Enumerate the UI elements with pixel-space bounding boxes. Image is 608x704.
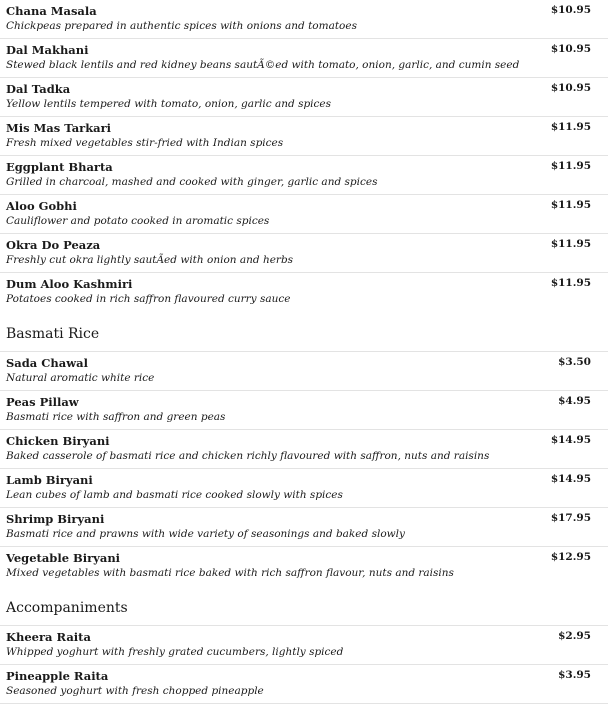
item-description: Seasoned yoghurt with fresh chopped pineapple xyxy=(6,685,264,697)
menu-item xyxy=(0,352,608,391)
item-description: Basmati rice and prawns with wide variety of seasonings and baked slowly xyxy=(6,528,405,540)
item-name: Pineapple Raita xyxy=(6,669,109,683)
menu-item xyxy=(0,156,608,195)
item-price: $3.95 xyxy=(558,669,591,681)
item-price: $17.95 xyxy=(550,512,591,524)
item-price: $14.95 xyxy=(550,473,591,485)
menu-item xyxy=(0,39,608,78)
item-description: Grilled in charcoal, mashed and cooked with ginger, garlic and spices xyxy=(6,176,378,188)
item-description: Baked casserole of basmati rice and chicken richly flavoured with saffron, nuts and raisins xyxy=(6,450,490,462)
item-description: Natural aromatic white rice xyxy=(6,372,155,384)
item-name: Sada Chawal xyxy=(6,356,88,370)
menu-item xyxy=(0,391,608,430)
menu-item xyxy=(0,626,608,665)
item-name: Eggplant Bharta xyxy=(6,160,113,174)
item-description: Whipped yoghurt with freshly grated cucumbers, lightly spiced xyxy=(6,646,344,658)
section-title: Accompaniments xyxy=(6,600,128,616)
item-name: Chicken Biryani xyxy=(6,434,110,448)
item-price: $2.95 xyxy=(558,630,591,642)
menu-item xyxy=(0,78,608,117)
menu-item xyxy=(0,117,608,156)
item-price: $11.95 xyxy=(550,121,591,133)
item-description: Yellow lentils tempered with tomato, onion, garlic and spices xyxy=(6,98,332,110)
item-name: Okra Do Peaza xyxy=(6,238,101,252)
item-name: Dal Tadka xyxy=(6,82,71,96)
item-description: Potatoes cooked in rich saffron flavoured curry sauce xyxy=(6,293,291,305)
section-header xyxy=(0,586,608,626)
item-description: Cauliflower and potato cooked in aromatic spices xyxy=(6,215,270,227)
menu-item xyxy=(0,547,608,586)
item-price: $12.95 xyxy=(550,551,591,563)
item-price: $11.95 xyxy=(550,238,591,250)
item-description: Mixed vegetables with basmati rice baked with rich saffron flavour, nuts and raisins xyxy=(6,567,454,579)
section-title: Basmati Rice xyxy=(6,326,100,342)
item-name: Lamb Biryani xyxy=(6,473,93,487)
item-name: Chana Masala xyxy=(6,4,97,18)
item-price: $14.95 xyxy=(550,434,591,446)
menu-item xyxy=(0,273,608,312)
item-price: $3.50 xyxy=(558,356,591,368)
item-price: $11.95 xyxy=(550,199,591,211)
menu-item xyxy=(0,430,608,469)
item-description: Fresh mixed vegetables stir-fried with Indian spices xyxy=(6,137,284,149)
item-description: Chickpeas prepared in authentic spices with onions and tomatoes xyxy=(6,20,357,32)
item-price: $10.95 xyxy=(550,4,591,16)
item-name: Mis Mas Tarkari xyxy=(6,121,112,135)
item-description: Lean cubes of lamb and basmati rice cooked slowly with spices xyxy=(6,489,343,501)
item-description: Basmati rice with saffron and green peas xyxy=(6,411,226,423)
item-name: Aloo Gobhi xyxy=(6,199,77,213)
item-price: $10.95 xyxy=(550,43,591,55)
item-name: Shrimp Biryani xyxy=(6,512,105,526)
menu-item xyxy=(0,508,608,547)
menu-item xyxy=(0,665,608,704)
menu-item xyxy=(0,195,608,234)
item-price: $10.95 xyxy=(550,82,591,94)
item-name: Dal Makhani xyxy=(6,43,89,57)
menu-item xyxy=(0,0,608,39)
item-name: Kheera Raita xyxy=(6,630,91,644)
item-name: Dum Aloo Kashmiri xyxy=(6,277,133,291)
menu-item xyxy=(0,234,608,273)
section-header xyxy=(0,312,608,352)
menu-item xyxy=(0,469,608,508)
item-name: Vegetable Biryani xyxy=(6,551,121,565)
item-price: $11.95 xyxy=(550,277,591,289)
item-price: $4.95 xyxy=(558,395,591,407)
item-price: $11.95 xyxy=(550,160,591,172)
item-description: Stewed black lentils and red kidney beans sautÃ©ed with tomato, onion, garlic, and cumin seed xyxy=(6,59,520,71)
item-name: Peas Pillaw xyxy=(6,395,79,409)
item-description: Freshly cut okra lightly sautÃed with onion and herbs xyxy=(6,254,294,266)
